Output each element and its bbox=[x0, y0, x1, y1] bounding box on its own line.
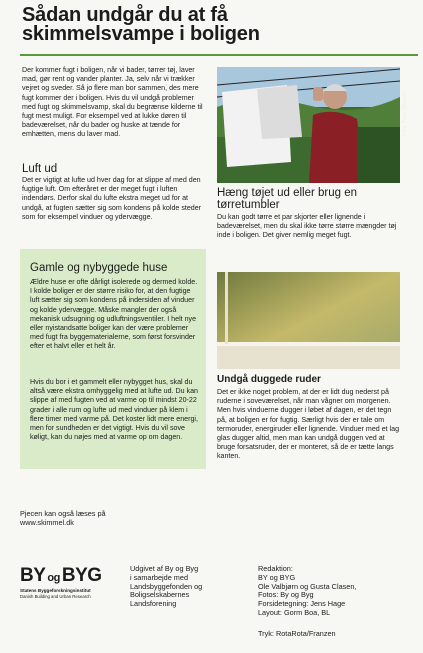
section-text-luft: Det er vigtigt at lufte ud hver dag for at slippe af med den fugtige luft. Om efteråret er der meget fugt i luften indendørs. Derfor skal du lufte ekstra meget ud for at undgå, at fugten sætter sig som kondens på kolde steder som for eksempel vinduer og ydervægge. bbox=[22, 176, 202, 221]
editorial-info bbox=[258, 565, 418, 618]
publisher-line: Udgivet af By og Byg bbox=[130, 564, 199, 573]
printer-info: Tryk: RotaRota/Franzen bbox=[258, 629, 336, 638]
logo-by: BY bbox=[20, 565, 46, 586]
photo-drying-laundry bbox=[217, 67, 400, 183]
by-og-byg-logo bbox=[20, 565, 115, 615]
section-text-toej: Du kan godt tørre et par skjorter eller lignende i badeværelset, men du skal ikke tørre større mængder tøj inde i boligen. Det giver nemlig meget fugt. bbox=[217, 213, 397, 240]
publisher-line: Boligselskabernes bbox=[130, 590, 190, 600]
page-title: Sådan undgår du at få skimmelsvampe i boligen bbox=[22, 4, 260, 45]
editorial-line: Forsidetegning: Jens Hage bbox=[258, 599, 346, 609]
section-text-ruder: Det er ikke noget problem, at der er lidt dug nederst på ruderne i soveværelset, når man vågner om morgenen. Men hvis vinduerne dugger i løbet af dagen, er det tegn på, at boligen er for fugtig. Særligt hvis der er tale om termoruder, energiruder eller lignende. Vinduer med et lag glas dugger altid, men man kan undgå duggen ved at bruge forsatsruder, der er monteret, så de er tætte langs kanten. bbox=[217, 388, 400, 461]
publisher-line: i samarbejde med bbox=[130, 572, 188, 582]
photo-credit: Foto: Peter Simaeki bbox=[402, 92, 408, 136]
editorial-line: Fotos: By og Byg bbox=[258, 590, 314, 600]
info-box-heading: Gamle og nybyggede huse bbox=[30, 262, 168, 274]
title-divider bbox=[20, 54, 418, 56]
editorial-line: Ole Valbjørn og Gusta Clasen, bbox=[258, 581, 357, 591]
publisher-line: Landsforening bbox=[130, 599, 177, 609]
logo-byg: BYG bbox=[61, 565, 102, 586]
logo-og: og bbox=[47, 572, 60, 584]
intro-paragraph: Der kommer fugt i boligen, når vi bader, tørrer tøj, laver mad, gør rent og vander planter. Ja, selv når vi trækker vejret og sveder. Så jo flere man bor sammen, des mere fugt kommer der i boligen. Hvis du vil undgå problemer med fugt og skimmelsvamp, skal du begrænse kilderne til fugt mest muligt. For eksempel ved at lukke døren til badeværelset, når du bader og huske at tænde for emhætten, mens du laver mad. bbox=[22, 66, 203, 139]
section-heading-ruder: Undgå duggede ruder bbox=[217, 374, 321, 385]
logo-subtitle-da: Statens Byggeforskningsinstitut bbox=[20, 588, 91, 593]
section-heading-toej: Hæng tøjet ud eller brug en tørretumbler bbox=[217, 187, 357, 211]
publisher-info bbox=[130, 565, 240, 609]
editorial-line: Redaktion: bbox=[258, 564, 293, 573]
editorial-line: Layout: Gorm Boa, BL bbox=[258, 607, 331, 617]
website-link[interactable]: www.skimmel.dk bbox=[20, 518, 74, 527]
info-box-paragraph-1: Ældre huse er ofte dårligt isolerede og dermed kolde. I kolde boliger er der større risiko for, at den fugtige luft sætter sig som kondens på indersiden af vinduer og kolde ydervægge. Måske mangler der også mekanisk udsugning og udluftningsventiler. I helt nye eller nyistandsatte boliger kan der være problemer med fugt fra byggematerialerne, som først forsvinder efter et halvt eller et helt år. bbox=[30, 278, 198, 351]
editorial-line: BY og BYG bbox=[258, 572, 296, 582]
info-box-paragraph-2: Hvis du bor i et gammelt eller nybygget hus, skal du altså være ekstra omhyggelig med at lufte ud. Du kan slippe af med fugten ved at varme op til mindst 20-22 grader i alle rum og lufte ud med vinduer på klem i flere timer med varme på. Det koster lidt mere energi, men for sundheden er det vigtigt. Hvis du vil sove køligt, kan du nøjes med at varme op om dagen. bbox=[30, 378, 198, 442]
logo-subtitle-en: Danish Building and Urban Research bbox=[20, 594, 91, 599]
section-heading-luft: Luft ud bbox=[22, 163, 58, 175]
photo-fogged-window bbox=[217, 272, 400, 369]
website-line-1: Pjecen kan også læses på bbox=[20, 509, 106, 518]
publisher-line: Landsbyggefonden og bbox=[130, 581, 203, 591]
